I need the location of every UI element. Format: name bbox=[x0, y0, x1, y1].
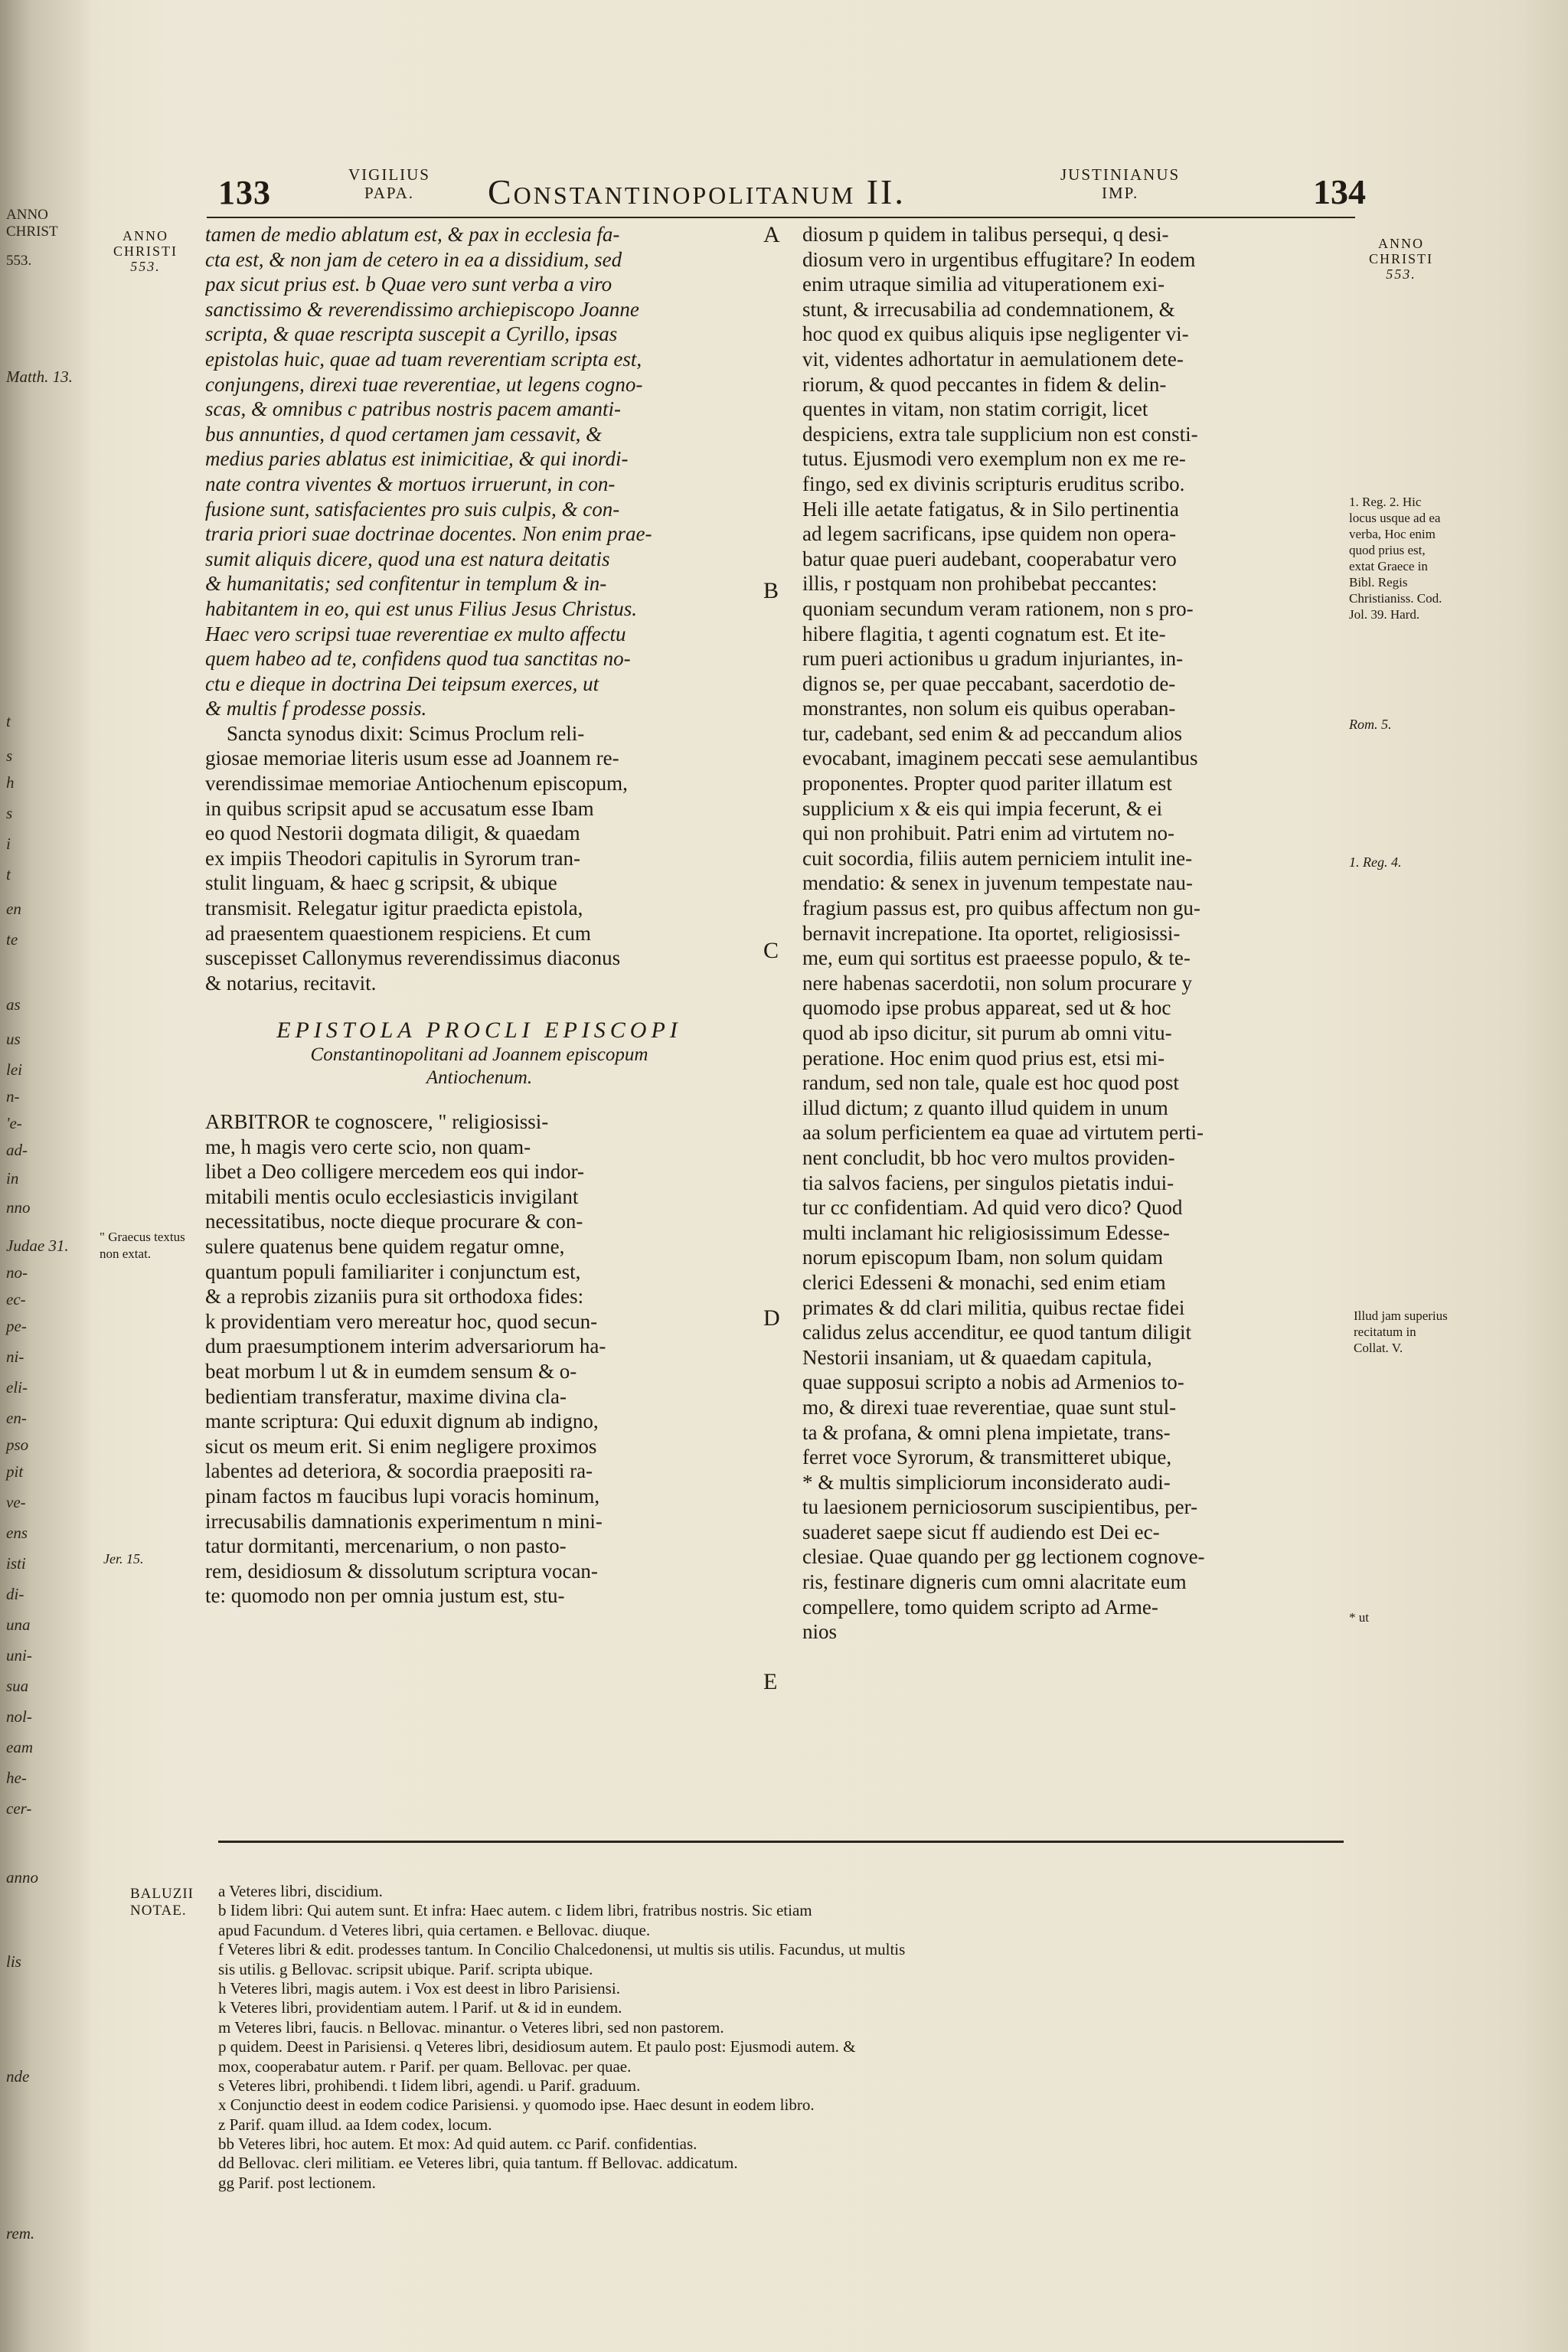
previous-page-fragment: s bbox=[6, 746, 13, 765]
text-line: fingo, sed ex divinis scripturis eruditus scribo. bbox=[802, 472, 1185, 495]
text-line: stulit linguam, & haec g scripsit, & ubique bbox=[205, 871, 557, 895]
section-letter-a: A bbox=[763, 222, 780, 247]
anno-christi-right bbox=[1351, 236, 1451, 282]
text-line: clesiae. Quae quando per gg lectionem cognove- bbox=[802, 1545, 1205, 1569]
anno-label: ANNO bbox=[122, 228, 168, 243]
text-line: Nestorii insaniam, ut & quaedam capitula, bbox=[802, 1345, 1152, 1369]
previous-page-fragment: nno bbox=[6, 1198, 31, 1217]
footnote-line: f Veteres libri & edit. prodesses tantum. In Concilio Chalcedonensi, ut multis sis utilis. Facundus, ut multis bbox=[218, 1940, 906, 1959]
anno-christi-left bbox=[92, 228, 199, 274]
previous-page-fragment: s bbox=[6, 804, 13, 822]
text-line: & multis f prodesse possis. bbox=[205, 697, 427, 720]
previous-page-fragment: lis bbox=[6, 1952, 21, 1971]
text-line: bernavit increpatione. Ita oportet, religiosissi- bbox=[802, 921, 1181, 945]
text-line: & a reprobis zizaniis pura sit orthodoxa fides: bbox=[205, 1285, 584, 1308]
epistle-title: EPISTOLA PROCLI EPISCOPI bbox=[276, 1018, 682, 1044]
text-line: quae supposui scripto a nobis ad Armenios to- bbox=[802, 1370, 1184, 1394]
previous-page-fragment: i bbox=[6, 835, 11, 853]
text-line: mante scriptura: Qui eduxit dignum ab indigno, bbox=[205, 1410, 599, 1433]
text-line: dum praesumptionem interim adversariorum ha- bbox=[205, 1334, 606, 1358]
left-text-column bbox=[205, 222, 753, 1609]
text-line: nent concludit, bb hoc vero multos providen- bbox=[802, 1145, 1175, 1169]
previous-page-fragment: ni- bbox=[6, 1348, 24, 1366]
previous-page-fragment: pso bbox=[6, 1436, 29, 1454]
previous-page-fragment: en- bbox=[6, 1409, 27, 1427]
text-line: quomodo ipse probus appareat, sed ut & hoc bbox=[802, 996, 1171, 1020]
previous-page-fragment: sua bbox=[6, 1677, 29, 1695]
text-line: aa solum perficientem ea quae ad virtutem perti- bbox=[802, 1121, 1204, 1145]
synod-statement bbox=[205, 721, 753, 996]
text-line: tur cc confidentiam. Ad quid vero dico? Quod bbox=[802, 1196, 1183, 1220]
text-line: scripta, & quae rescripta suscepit a Cyrillo, ipsas bbox=[205, 322, 618, 346]
text-line: ARBITROR te cognoscere, " religiosissi- bbox=[205, 1110, 549, 1133]
text-line: ta & profana, & omni plena impietate, trans- bbox=[802, 1420, 1171, 1444]
text-line: necessitatibus, nocte dieque procurare & con- bbox=[205, 1210, 583, 1233]
margin-note-reg-1: 1. Reg. 2. Hic locus usque ad ea verba, Hoc enim quod prius est, extat Graece in Bibl. Regis Christianiss. Cod. Jol. 39. Hard. bbox=[1349, 495, 1442, 622]
text-line: mitabili mentis oculo ecclesiasticis invigilant bbox=[205, 1184, 579, 1208]
footnote-line: k Veteres libri, providentiam autem. l Parif. ut & id in eundem. bbox=[218, 1998, 622, 2017]
previous-page-fragment: eam bbox=[6, 1738, 33, 1756]
previous-page-fragment: nde bbox=[6, 2067, 30, 2086]
previous-page-fragment: Judae 31. bbox=[6, 1236, 69, 1255]
page-number-left: 133 bbox=[218, 174, 271, 211]
text-line: pax sicut prius est. b Quae vero sunt verba a viro bbox=[205, 273, 612, 296]
footnote-line: gg Parif. post lectionem. bbox=[218, 2173, 376, 2192]
previous-page-fragment: ad- bbox=[6, 1141, 28, 1159]
text-line: supplicium x & eis qui impia fecerunt, & ei bbox=[802, 796, 1163, 820]
footnotes-label bbox=[130, 1886, 194, 1919]
footnote-line: dd Bellovac. cleri militiam. ee Veteres libri, quia tantum. ff Bellovac. addicatum. bbox=[218, 2154, 738, 2173]
text-line: irrecusabilis damnationis experimentum n mini- bbox=[205, 1509, 603, 1533]
text-line: epistolas huic, quae ad tuam reverentiam scripta est, bbox=[205, 347, 642, 371]
pope-name: VIGILIUS bbox=[348, 165, 430, 184]
text-line: tamen de medio ablatum est, & pax in ecclesia fa- bbox=[205, 223, 620, 246]
text-line: habitantem in eo, qui est unus Filius Jesus Christus. bbox=[205, 596, 637, 620]
text-line: cta est, & non jam de cetero in ea a dissidium, sed bbox=[205, 247, 622, 271]
previous-page-fragment: Matth. 13. bbox=[6, 368, 73, 386]
previous-page-fragment: eli- bbox=[6, 1378, 28, 1396]
right-text-column bbox=[802, 222, 1338, 1645]
text-line: illud dictum; z quanto illud quidem in unum bbox=[802, 1096, 1168, 1119]
text-line: hoc quod ex quibus aliquis ipse negligenter vi- bbox=[802, 322, 1189, 346]
previous-page-fragment: pe- bbox=[6, 1317, 27, 1335]
text-line: stunt, & irrecusabilia ad condemnationem, & bbox=[802, 297, 1175, 321]
text-line: Sancta synodus dixit: Scimus Proclum reli- bbox=[227, 721, 585, 745]
previous-page-fragment: ANNO bbox=[6, 207, 48, 223]
text-line: sumit aliquis dicere, quod una est natura deitatis bbox=[205, 547, 610, 570]
text-line: ferret voce Syrorum, & transmitteret ubique, bbox=[802, 1446, 1172, 1469]
baluze-notes bbox=[218, 1882, 1344, 2193]
previous-page-fragment: nol- bbox=[6, 1707, 32, 1726]
text-line: norum episcopum Ibam, non solum quidam bbox=[802, 1246, 1163, 1269]
text-line: compellere, tomo quidem scripto ad Arme- bbox=[802, 1595, 1158, 1619]
text-line: beat morbum l ut & in eumdem sensum & o- bbox=[205, 1359, 577, 1383]
text-line: tu laesionem perniciosorum suscipientibus, per- bbox=[802, 1495, 1198, 1519]
text-line: batur quae pueri audebant, cooperabatur vero bbox=[802, 547, 1177, 570]
text-line: riorum, & quod peccantes in fidem & delin- bbox=[802, 372, 1167, 396]
text-line: fusione sunt, satisfacientes pro suis culpis, & con- bbox=[205, 497, 620, 521]
previous-page-fragment: isti bbox=[6, 1554, 26, 1573]
previous-page-fragment: pit bbox=[6, 1462, 24, 1481]
footnote-line: x Conjunctio deest in eodem codice Parisiensi. y quomodo ipse. Haec desunt in eodem libro. bbox=[218, 2096, 815, 2115]
previous-page-fragment: una bbox=[6, 1615, 31, 1634]
margin-note-reg-4: 1. Reg. 4. bbox=[1349, 854, 1402, 870]
text-line: multi inclamant hic religiosissimum Edesse- bbox=[802, 1220, 1170, 1244]
emperor-title: IMP. bbox=[1101, 184, 1139, 202]
section-letter-e: E bbox=[763, 1669, 778, 1694]
previous-page-fragment: en bbox=[6, 900, 21, 918]
text-line: qui non prohibuit. Patri enim ad virtutem no- bbox=[802, 822, 1174, 845]
previous-page-fragment: no- bbox=[6, 1263, 28, 1282]
margin-note-graecus: " Graecus textus non extat. bbox=[100, 1230, 185, 1261]
christi-label: CHRISTI bbox=[113, 243, 178, 259]
text-line: illis, r postquam non prohibebat peccantes: bbox=[802, 572, 1158, 596]
text-line: rem, desidiosum & dissolutum scriptura vocan- bbox=[205, 1559, 598, 1583]
previous-page-fragment: te bbox=[6, 930, 18, 949]
text-line: bedientiam transferatur, maxime divina cla- bbox=[205, 1384, 567, 1408]
section-letter-d: D bbox=[763, 1305, 780, 1331]
text-line: tatur dormitanti, mercenarium, o non pasto- bbox=[205, 1534, 567, 1558]
text-line: libet a Deo colligere mercedem eos qui indor- bbox=[205, 1160, 585, 1184]
previous-page-fragment: as bbox=[6, 995, 21, 1014]
footnote-line: bb Veteres libri, hoc autem. Et mox: Ad quid autem. cc Parif. confidentias. bbox=[218, 2135, 697, 2154]
text-line: fragium passus est, pro quibus affectum non gu- bbox=[802, 897, 1200, 920]
text-line: te: quomodo non per omnia justum est, stu- bbox=[205, 1584, 565, 1608]
previous-page-fragment: CHRIST bbox=[6, 224, 58, 240]
footnote-line: s Veteres libri, prohibendi. t Iidem libri, agendi. u Parif. graduum. bbox=[218, 2076, 641, 2095]
footnote-line: h Veteres libri, magis autem. i Vox est deest in libro Parisiensi. bbox=[218, 1978, 620, 1998]
page-number-right: 134 bbox=[1313, 172, 1366, 211]
anno-year: 553. bbox=[130, 259, 161, 274]
text-line: ris, festinare digneris cum omni alacritate eum bbox=[802, 1570, 1187, 1594]
section-letter-b: B bbox=[763, 578, 779, 603]
previous-page-fragment: h bbox=[6, 773, 15, 792]
text-line: cuit socordia, filiis autem perniciem intulit ine- bbox=[802, 846, 1193, 870]
margin-note-romans: Rom. 5. bbox=[1349, 717, 1392, 732]
text-line: quantum populi familiariter i conjunctum est, bbox=[205, 1259, 581, 1283]
text-line: tia salvos faciens, per singulos pietatis indui- bbox=[802, 1171, 1174, 1194]
previous-page-fragment: lei bbox=[6, 1060, 22, 1079]
previous-page-fragment: di- bbox=[6, 1585, 24, 1603]
text-line: vit, videntes adhortatur in aemulationem dete- bbox=[802, 347, 1184, 371]
text-line: labentes ad deteriora, & socordia praepositi ra- bbox=[205, 1459, 593, 1483]
text-line: scas, & omnibus c patribus nostris pacem amanti- bbox=[205, 397, 621, 421]
epistle-text-italic bbox=[205, 222, 753, 721]
previous-page-fragment: rem. bbox=[6, 2224, 35, 2243]
previous-page-fragment: he- bbox=[6, 1769, 27, 1787]
text-line: * & multis simpliciorum inconsiderato audi- bbox=[802, 1470, 1171, 1494]
text-line: tutus. Ejusmodi vero exemplum non ex me re- bbox=[802, 447, 1186, 471]
text-line: k providentiam vero mereatur hoc, quod secun- bbox=[205, 1309, 598, 1333]
text-line: eo quod Nestorii dogmata diligit, & quaedam bbox=[205, 822, 580, 845]
pope-title: PAPA. bbox=[364, 184, 415, 202]
epistle-subtitle: Constantinopolitani ad Joannem episcopum bbox=[310, 1044, 648, 1065]
text-line: in quibus scripsit apud se accusatum esse Ibam bbox=[205, 796, 594, 820]
text-line: nate contra viventes & mortuos irruerunt, in con- bbox=[205, 472, 616, 495]
text-line: sulere quatenus bene quidem regatur omne, bbox=[205, 1234, 565, 1258]
text-line: clerici Edesseni & monachi, sed enim etiam bbox=[802, 1270, 1166, 1294]
text-line: giosae memoriae literis usum esse ad Joannem re- bbox=[205, 746, 619, 770]
previous-page-fragment: ec- bbox=[6, 1290, 26, 1308]
page-title: Constantinopolitanum II. bbox=[488, 172, 906, 211]
text-line: verendissimae memoriae Antiochenum episcopum, bbox=[205, 772, 628, 795]
text-line: quentes in vitam, non statim corrigit, licet bbox=[802, 397, 1148, 421]
text-line: peratione. Hoc enim quod prius est, etsi mi- bbox=[802, 1046, 1165, 1070]
text-line: calidus zelus accenditur, ee quod tantum diligit bbox=[802, 1321, 1192, 1344]
anno-year: 553. bbox=[1386, 266, 1416, 282]
text-line: sicut os meum erit. Si enim negligere proximos bbox=[205, 1434, 597, 1458]
text-line: & notarius, recitavit. bbox=[205, 971, 377, 995]
text-line: transmisit. Relegatur igitur praedicta epistola, bbox=[205, 897, 583, 920]
previous-page-fragment: n- bbox=[6, 1087, 20, 1106]
previous-page-fragment: cer- bbox=[6, 1799, 32, 1818]
text-line: diosum p quidem in talibus persequi, q desi- bbox=[802, 223, 1169, 246]
text-line: diosum vero in urgentibus effugitare? In eodem bbox=[802, 247, 1196, 271]
text-line: quem habeo ad te, confidens quod tua sanctitas no- bbox=[205, 647, 631, 671]
text-line: ctu e dieque in doctrina Dei teipsum exerces, ut bbox=[205, 671, 599, 695]
text-line: me, eum qui sortitus est praeesse populo, & te- bbox=[802, 946, 1191, 970]
previous-page-fragment: us bbox=[6, 1030, 21, 1048]
footnote-line: b Iidem libri: Qui autem sunt. Et infra: Haec autem. c Iidem libri, fratribus nostris. Sic etiam bbox=[218, 1901, 812, 1920]
previous-page-fragment: in bbox=[6, 1169, 19, 1187]
text-line: enim utraque similia ad vituperationem exi- bbox=[802, 273, 1165, 296]
text-line: ad legem sacrificans, ipse quidem non opera- bbox=[802, 522, 1177, 546]
previous-page-fragment: t bbox=[6, 865, 11, 884]
text-line: quoniam secundum veram rationem, non s pro- bbox=[802, 596, 1194, 620]
text-line: Haec vero scripsi tuae reverentiae ex multo affectu bbox=[205, 622, 626, 645]
text-line: suaderet saepe sicut ff audiendo est Dei ec- bbox=[802, 1520, 1160, 1544]
text-line: dignos se, per quae peccabant, sacerdotio de- bbox=[802, 671, 1176, 695]
footnotes-label-author: BALUZII bbox=[130, 1886, 194, 1902]
text-line: nios bbox=[802, 1620, 838, 1644]
previous-page-fragment: ens bbox=[6, 1524, 28, 1542]
text-line: conjungens, direxi tuae reverentiae, ut legens cogno- bbox=[205, 372, 643, 396]
footnotes-rule bbox=[218, 1841, 1344, 1843]
footnote-line: z Parif. quam illud. aa Idem codex, locum. bbox=[218, 2115, 492, 2134]
previous-page-edge bbox=[0, 0, 84, 2352]
text-line: me, h magis vero certe scio, non quam- bbox=[205, 1135, 531, 1158]
text-line: nere habenas sacerdotii, non solum procurare y bbox=[802, 971, 1193, 995]
text-line: mo, & direxi tuae reverentiae, quae sunt stul- bbox=[802, 1395, 1177, 1419]
epistle-subtitle-2: Antiochenum. bbox=[426, 1067, 533, 1088]
running-header bbox=[218, 161, 1390, 211]
previous-page-fragment: ve- bbox=[6, 1493, 26, 1511]
text-line: randum, sed non tale, quale est hoc quod post bbox=[802, 1071, 1179, 1095]
previous-page-fragment: t bbox=[6, 712, 11, 730]
footnote-line: mox, cooperabatur autem. r Parif. per quam. Bellovac. per quae. bbox=[218, 2056, 632, 2076]
anno-label: ANNO bbox=[1378, 236, 1424, 251]
previous-page-fragment: 553. bbox=[6, 253, 32, 269]
footnote-line: a Veteres libri, discidium. bbox=[218, 1882, 383, 1900]
emperor-heading bbox=[1060, 165, 1180, 202]
footnote-line: p quidem. Deest in Parisiensi. q Veteres libri, desidiosum autem. Et paulo post: Ejusmodi autem. & bbox=[218, 2037, 856, 2056]
text-line: monstrantes, non solum eis quibus operaban- bbox=[802, 697, 1176, 720]
margin-note-ut: * ut bbox=[1349, 1610, 1369, 1625]
text-line: ex impiis Theodori capitulis in Syrorum tran- bbox=[205, 846, 580, 870]
text-line: bus annunties, d quod certamen jam cessavit, & bbox=[205, 422, 603, 446]
christi-label: CHRISTI bbox=[1368, 251, 1433, 266]
text-line: tur, cadebant, sed enim & ad peccandum alios bbox=[802, 721, 1182, 745]
text-line: sanctissimo & reverendissimo archiepiscopo Joanne bbox=[205, 297, 639, 321]
text-line: rum pueri actionibus u gradum injuriantes, in- bbox=[802, 647, 1184, 671]
footnotes-label-notes: NOTAE. bbox=[130, 1903, 187, 1919]
footnote-line: apud Facundum. d Veteres libri, quia certamen. e Bellovac. diuque. bbox=[218, 1920, 651, 1939]
previous-page-fragment: 'e- bbox=[6, 1114, 22, 1132]
margin-note-collat: Illud jam superius recitatum in Collat. V. bbox=[1354, 1308, 1448, 1355]
text-line: traria priori suae doctrinae docentes. Non enim prae- bbox=[205, 522, 652, 546]
text-line: evocabant, imaginem peccati sese aemulantibus bbox=[802, 746, 1198, 770]
pope-heading bbox=[348, 165, 430, 202]
footnote-line: sis utilis. g Bellovac. scripsit ubique. Parif. scripta ubique. bbox=[218, 1959, 593, 1978]
header-rule bbox=[207, 217, 1355, 218]
text-line: proponentes. Propter quod pariter illatum est bbox=[802, 772, 1172, 795]
text-line: ad praesentem quaestionem respiciens. Et cum bbox=[205, 921, 591, 945]
epistle-proclus-text bbox=[205, 1109, 753, 1609]
text-line: & humanitatis; sed confitentur in templum & in- bbox=[205, 572, 607, 596]
text-line: hibere flagitia, t agenti cognatum est. Et ite- bbox=[802, 622, 1166, 645]
emperor-name: JUSTINIANUS bbox=[1060, 165, 1181, 184]
text-line: mendatio: & senex in juvenum tempestate nau- bbox=[802, 871, 1193, 895]
text-line: quod ab ipso dicitur, sit purum ab omni vitu- bbox=[802, 1021, 1172, 1044]
previous-page-fragment: uni- bbox=[6, 1646, 32, 1664]
section-letter-c: C bbox=[763, 938, 779, 963]
margin-note-jeremiah: Jer. 15. bbox=[103, 1551, 144, 1566]
text-line: Heli ille aetate fatigatus, & in Silo pertinentia bbox=[802, 497, 1179, 521]
text-line: primates & dd clari militia, quibus rectae fidei bbox=[802, 1295, 1185, 1319]
text-line: suscepisset Callonymus reverendissimus diaconus bbox=[205, 946, 621, 970]
footnote-line: m Veteres libri, faucis. n Bellovac. minantur. o Veteres libri, sed non pastorem. bbox=[218, 2017, 724, 2037]
text-line: medius paries ablatus est inimicitiae, & qui inordi- bbox=[205, 447, 629, 471]
previous-page-fragment: anno bbox=[6, 1868, 38, 1886]
text-line: despiciens, extra tale supplicium non est consti- bbox=[802, 422, 1198, 446]
text-line: pinam factos m faucibus lupi voracis hominum, bbox=[205, 1484, 600, 1508]
